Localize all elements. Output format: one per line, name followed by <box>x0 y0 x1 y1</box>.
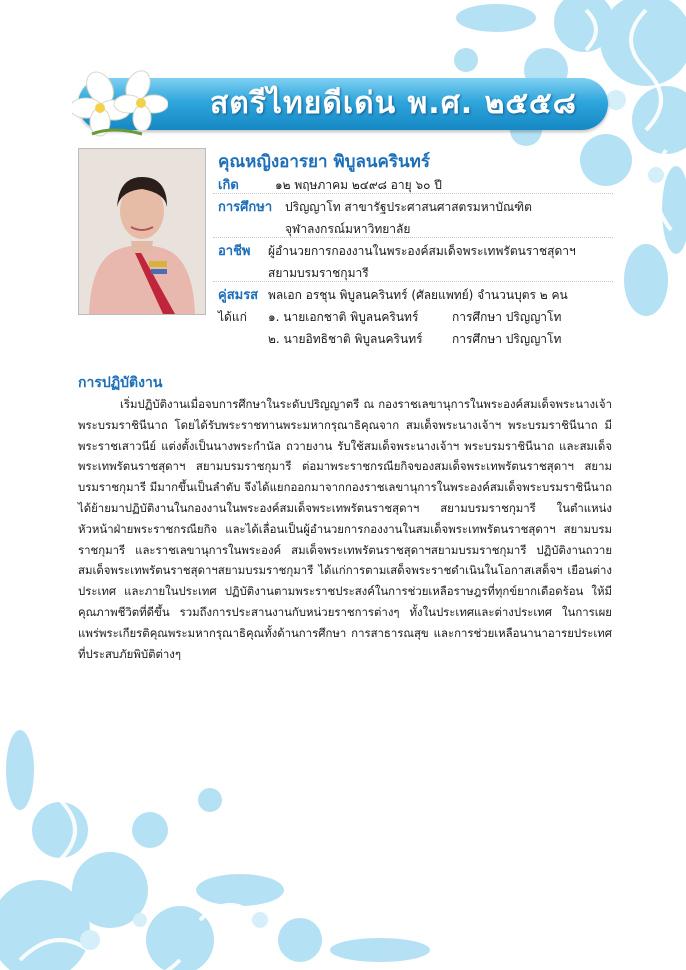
divider <box>213 237 613 238</box>
divider <box>213 193 613 194</box>
floral-decoration-bottom-left <box>0 690 450 970</box>
birth-label: เกิด <box>218 178 239 193</box>
child-name: ๒. นายอิทธิชาติ พิบูลนครินทร์ <box>268 332 423 346</box>
education-label: การศึกษา <box>218 200 273 215</box>
work-paragraph: เริ่มปฏิบัติงานเมื่อจบการศึกษาในระดับปริญญาตรี ณ กองราชเลขานุการในพระองค์สมเด็จพระนางเจ้าพระบรมราชินีนาถ โดยได้รับพระราชทานพระมหากรุณาธิคุณจาก สมเด็จพระนางเจ้าฯ พระบรมราชินีนาถ มีพระราชเสาวนีย์ แต่งตั้งเป็นนางพระกำนัล ถวายงาน รับใช้สมเด็จพระนางเจ้าฯ พระบรมราชินีนาถ และสมเด็จพระเทพรัตนราชสุดาฯ สยามบรมราชกุมารี ต่อมาพระราชกรณียกิจของสมเด็จพระเทพรัตนราชสุดาฯ สยามบรมราชกุมารี มีมากขึ้นเป็นลำดับ จึงได้แยกออกมาจากกองราชเลขานุการในพระองค์สมเด็จพระบรมราชินีนาถ ได้ย้ายมาปฏิบัติงานในกองงานในพระองค์สมเด็จพระเทพรัตนราชสุดาฯ สยามบรมราชกุมารี ในตำแหน่งหัวหน้าฝ่ายพระราชกรณียกิจ และได้เลื่อนเป็นผู้อำนวยการกองงานในสมเด็จพระเทพรัตนราชสุดาฯ สยามบรมราชกุมารี และราชเลขานุการในพระองค์ สมเด็จพระเทพรัตนราชสุดาฯสยามบรมราชกุมารี ปฏิบัติงานถวายสมเด็จพระเทพรัตนราชสุดาฯสยามบรมราชกุมารี ได้แก่การตามเสด็จพระราชดำเนินในโอกาสเสด็จฯ เยือนต่างประเทศ และภายในประเทศ ปฏิบัติงานตามพระราชประสงค์ในการช่วยเหลือราษฎรที่ทุกข์ยากเดือดร้อน ให้มีคุณภาพชีวิตที่ดีขึ้น รวมถึงการประสานงานกับหน่วยราชการต่างๆ ทั้งในประเทศและต่างประเทศ ในการเผยแพร่พระเกียรติคุณพระมหากรุณาธิคุณทั้งด้านการศึกษา การสาธารณสุข และการช่วยเหลือนานาอารยประเทศที่ประสบภัยพิบัติต่างๆ <box>78 397 612 661</box>
child-name: ๑. นายเอกชาติ พิบูลนครินทร์ <box>268 310 419 324</box>
children-label: ได้แก่ <box>218 310 247 324</box>
career-line-1: ผู้อำนวยการกองงานในพระองค์สมเด็จพระเทพรัตนราชสุดาฯ <box>268 244 576 258</box>
education-line-1: ปริญญาโท สาขารัฐประศาสนศาสตรมหาบัณฑิต <box>285 200 532 214</box>
career-line-2: สยามบรมราชกุมารี <box>268 266 369 280</box>
spouse-value: พลเอก อรชุน พิบูลนครินทร์ (ศัลยแพทย์) จำนวนบุตร ๒ คน <box>268 288 568 302</box>
child-education: การศึกษา ปริญญาโท <box>452 332 562 346</box>
spouse-label: คู่สมรส <box>218 288 259 303</box>
education-line-2: จุฬาลงกรณ์มหาวิทยาลัย <box>285 222 411 236</box>
birth-value: ๑๒ พฤษภาคม ๒๔๙๘ อายุ ๖๐ ปี <box>275 178 442 192</box>
divider <box>213 281 613 282</box>
page-title: สตรีไทยดีเด่น พ.ศ. ๒๕๕๘ <box>210 86 577 121</box>
section-heading: การปฏิบัติงาน <box>78 375 163 391</box>
orchid-flower-icon <box>72 68 168 140</box>
career-label: อาชีพ <box>218 244 251 259</box>
child-education: การศึกษา ปริญญาโท <box>452 310 562 324</box>
person-name: คุณหญิงอารยา พิบูลนครินทร์ <box>218 152 430 172</box>
portrait-photo <box>78 148 206 315</box>
